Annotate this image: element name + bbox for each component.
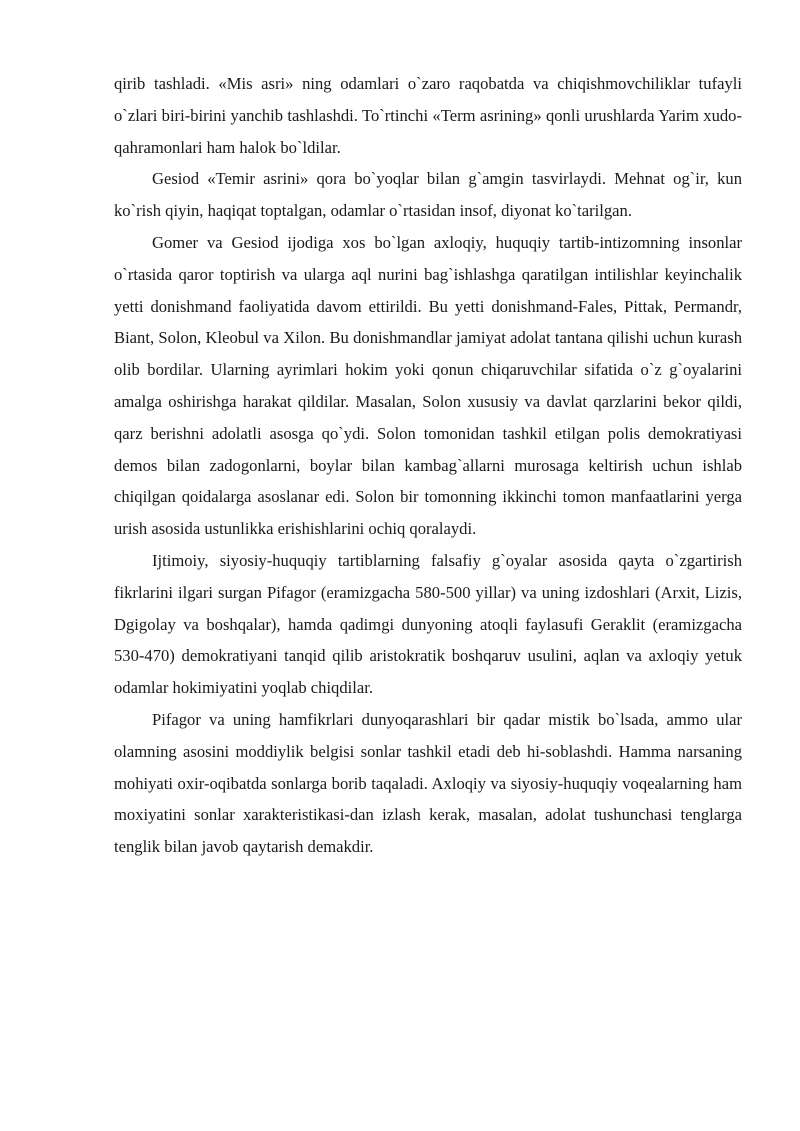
paragraph-pythagorean-numbers: Pifagor va uning hamfikrlari dunyoqarashlari bir qadar mistik bo`lsada, ammo ular olamning asosini moddiylik belgisi sonlar tashkil etadi deb hi-soblashdi. Hamma narsaning mohiyati oxir-oqibatda sonlarga borib taqaladi. Axloqiy va siyosiy-huquqiy voqealarning ham moxiyatini sonlar xarakteristikasi-dan izlash kerak, masalan, adolat tushunchasi tenglarga tenglik bilan javob qaytarish demakdir.	[114, 709, 742, 857]
paragraph-pythagoras-heraclitus: Ijtimoiy, siyosiy-huquqiy tartiblarning falsafiy g`oyalar asosida qayta o`zgartirish fikrlarini ilgari surgan Pifagor (eramizgacha 580-500 yillar) va uning izdoshlari (Arxit, Lizis, Dgigolay va boshqalar), hamda qadimgi dunyoning atoqli faylasufi Geraklit (eramizgacha 530-470) demokratiyani tanqid qilib aristokratik boshqaruv usulini, aqlan va axloqiy yetuk odamlar hokimiyatini yoqlab chiqdilar.	[114, 550, 742, 698]
document-page	[114, 68, 742, 863]
paragraph-iron-age: Gesiod «Temir asrini» qora bo`yoqlar bilan g`amgin tasvirlaydi. Mehnat og`ir, kun ko`rish qiyin, haqiqat toptalgan, odamlar o`rtasidan insof, diyonat ko`tarilgan.	[114, 169, 742, 221]
paragraph-continuation: qirib tashladi. «Mis asri» ning odamlari o`zaro raqobatda va chiqishmovchiliklar tufayli o`zlari biri-birini yanchib tashlashdi. To`rtinchi «Term asrining» qonli urushlarda Yarim xudo-qahramonlari ham halok bo`ldilar.	[114, 74, 742, 157]
paragraph-seven-sages: Gomer va Gesiod ijodiga xos bo`lgan axloqiy, huquqiy tartib-intizomning insonlar o`rtasida qaror toptirish va ularga aql nurini bag`ishlashga qaratilgan intilishlar keyinchalik yetti donishmand faoliyatida davom ettirildi. Bu yetti donishmand-Fales, Pittak, Permandr, Biant, Solon, Kleobul va Xilon. Bu donishmandlar jamiyat adolat tantana qilishi uchun kurash olib bordilar. Ularning ayrimlari hokim yoki qonun chiqaruvchilar sifatida o`z g`oyalarini amalga oshirishga harakat qildilar. Masalan, Solon xususiy va davlat qarzlarini bekor qildi, qarz berishni adolatli asosga qo`ydi. Solon tomonidan tashkil etilgan polis demokratiyasi demos bilan zadogonlarni, boylar bilan kambag`allarni murosaga keltirish uchun ishlab chiqilgan qoidalarga asoslanar edi. Solon bir tomonning ikkinchi tomon manfaatlarini yerga urish asosida ustunlikka erishishlarini ochiq qoralaydi.	[114, 232, 742, 539]
